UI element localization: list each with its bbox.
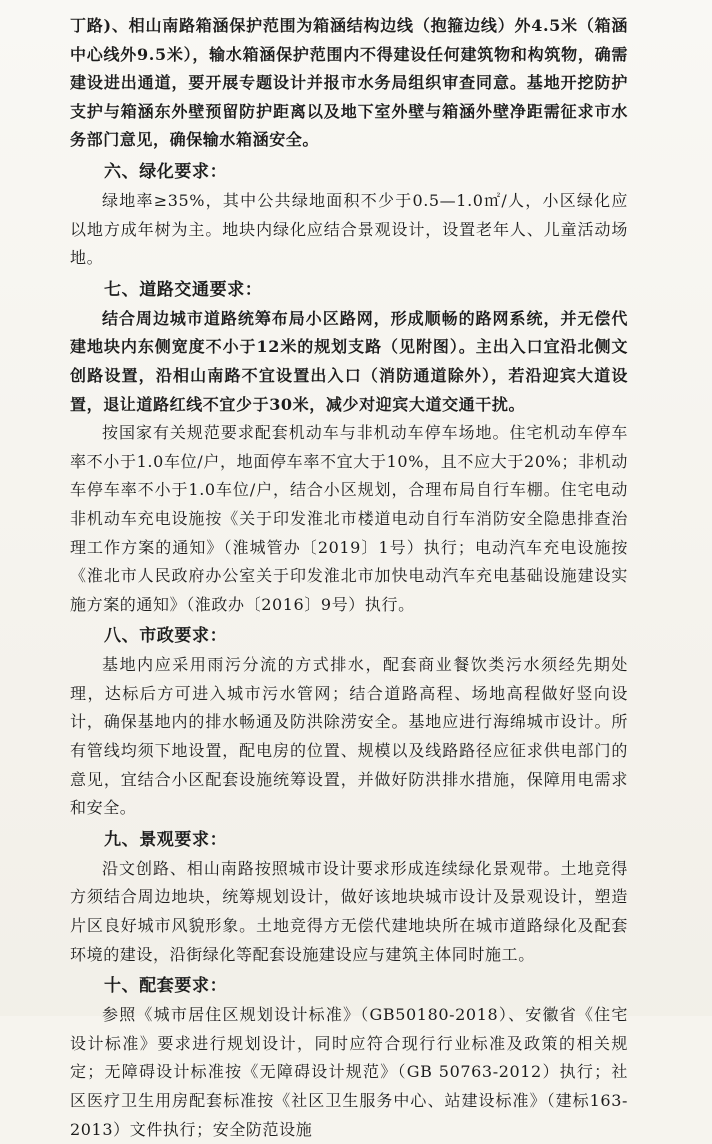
paragraph-supporting-facilities: 参照《城市居住区规划设计标准》（GB50180-2018）、安徽省《住宅设计标准》要求进行规划设计，同时应符合现行行业标准及政策的相关规定；无障碍设计标准按《无障碍设计规范》（GB 50763-2012）执行；社区医疗卫生用房配套标准按《社区卫生服务中心、站建设标准》（建标163-2013）文件执行；安全防范设施 <box>70 1005 628 1139</box>
paragraph-landscape: 沿文创路、相山南路按照城市设计要求形成连续绿化景观带。土地竞得方须结合周边地块，统筹规划设计，做好该地块城市设计及景观设计，塑造片区良好城市风貌形象。土地竞得方无偿代建地块所在城市道路绿化及配套环境的建设，沿街绿化等配套设施建设应与建筑主体同时施工。 <box>70 858 628 964</box>
heading-municipal: 八、市政要求： <box>104 626 228 647</box>
paragraph-greening: 绿地率≥35%，其中公共绿地面积不少于0.5—1.0㎡/人，小区绿化应以地方成年树为主。地块内绿化应结合景观设计，设置老年人、儿童活动场地。 <box>70 190 628 268</box>
heading-greening: 六、绿化要求： <box>104 161 228 182</box>
paragraph-municipal: 基地内应采用雨污分流的方式排水，配套商业餐饮类污水须经先期处理，达标后方可进入城市污水管网；结合道路高程、场地高程做好竖向设计，确保基地内的排水畅通及防洪除涝安全。基地应进行海绵城市设计。所有管线均须下地设置，配电房的位置、规模以及线路路径应征求供电部门的意见，宜结合小区配套设施统筹设置，并做好防洪排水措施，保障用电需求和安全。 <box>70 655 628 818</box>
paragraph-road-network: 结合周边城市道路统筹布局小区路网，形成顺畅的路网系统，并无偿代建地块内东侧宽度不小于12米的规划支路（见附图）。主出入口宜沿北侧文创路设置，沿相山南路不宜设置出入口（消防通道除外），若沿迎宾大道设置，退让道路红线不宜少于30米，减少对迎宾大道交通干扰。 <box>70 308 628 414</box>
heading-road-traffic: 七、道路交通要求： <box>104 279 263 300</box>
heading-supporting-facilities: 十、配套要求： <box>104 976 228 997</box>
paragraph-water-culvert: 丁路)、相山南路箱涵保护范围为箱涵结构边线（抱箍边线）外4.5米（箱涵中心线外9.5米），输水箱涵保护范围内不得建设任何建筑物和构筑物，确需建设进出通道，要开展专题设计并报市水务局组织审查同意。基地开挖防护支护与箱涵东外壁预留防护距离以及地下室外壁与箱涵外壁净距需征求市水务部门意见，确保输水箱涵安全。 <box>70 16 628 150</box>
heading-landscape: 九、景观要求： <box>104 829 228 850</box>
paragraph-parking: 按国家有关规范要求配套机动车与非机动车停车场地。住宅机动车停车率不小于1.0车位/户，地面停车率不宜大于10%，且不应大于20%；非机动车停车率不小于1.0车位/户，结合小区规划，合理布局自行车棚。住宅电动非机动车充电设施按《关于印发淮北市楼道电动自行车消防安全隐患排查治理工作方案的通知》（淮城管办〔2019〕1号）执行；电动汽车充电设施按《淮北市人民政府办公室关于印发淮北市加快电动汽车充电基础设施建设实施方案的通知》（淮政办〔2016〕9号）执行。 <box>70 423 628 614</box>
